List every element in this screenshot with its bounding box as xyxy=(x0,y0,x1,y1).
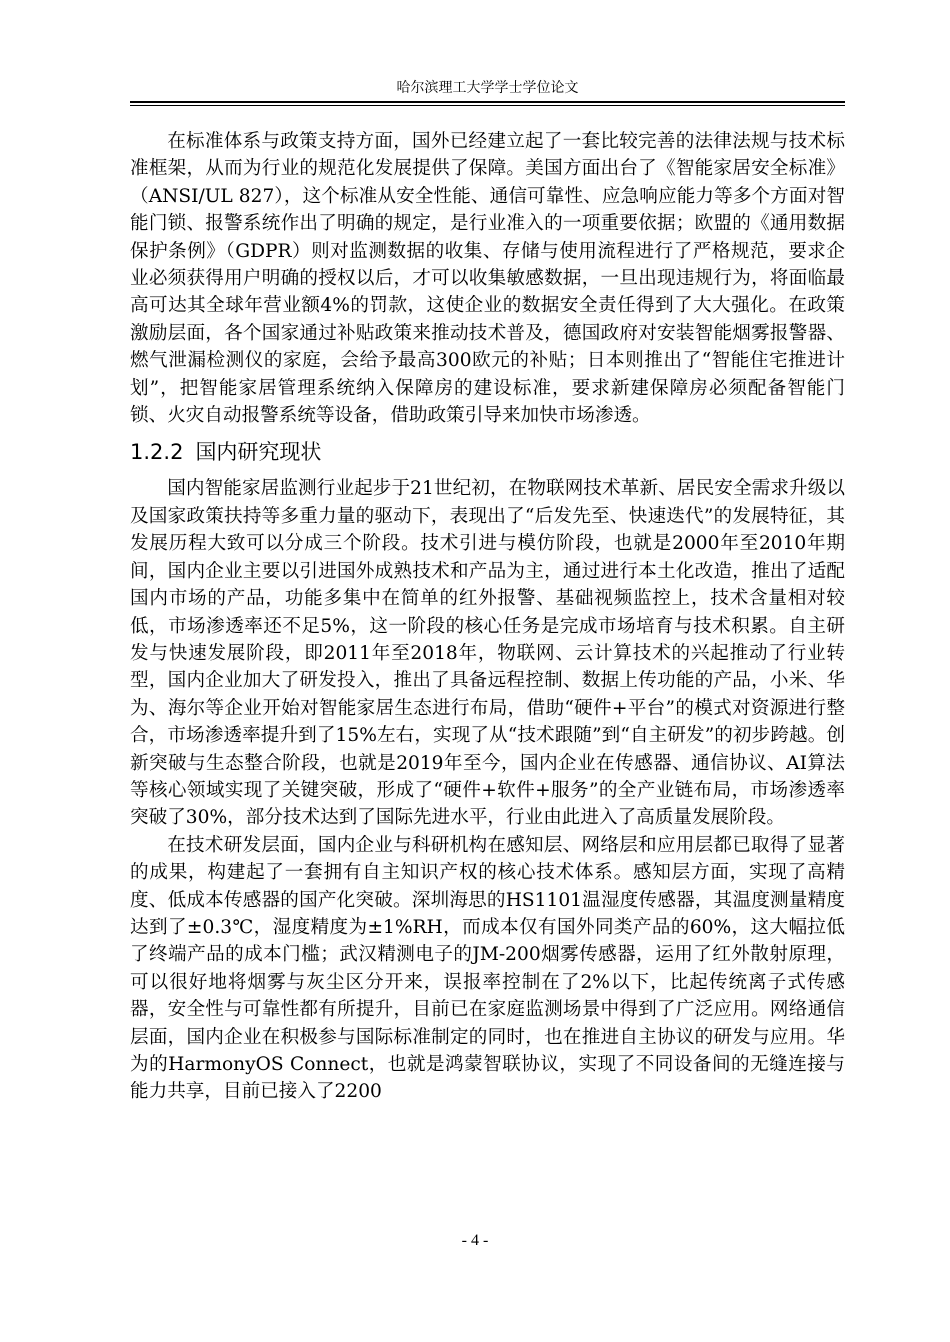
header-rule xyxy=(130,101,845,103)
page-number: - 4 - xyxy=(461,1232,489,1249)
paragraph-domestic-tech: 在技术研发层面，国内企业与科研机构在感知层、网络层和应用层都已取得了显著的成果，构建起了一套拥有自主知识产权的核心技术体系。感知层方面，实现了高精度、低成本传感器的国产化突破。深圳海思的HS1101温湿度传感器，其温度测量精度达到了±0.3℃，湿度精度为±1%RH，而成本仅有国外同类产品的60%，这大幅拉低了终端产品的成本门槛；武汉精测电子的JM-200烟雾传感器，运用了红外散射原理，可以很好地将烟雾与灰尘区分开来，误报率控制在了2%以下，比起传统离子式传感器，安全性与可靠性都有所提升，目前已在家庭监测场景中得到了广泛应用。网络通信层面，国内企业在积极参与国际标准制定的同时，也在推进自主协议的研发与应用。华为的HarmonyOS Connect，也就是鸿蒙智联协议，实现了不同设备间的无缝连接与能力共享，目前已接入了2200 xyxy=(130,834,845,1103)
document-body xyxy=(130,128,845,1106)
paragraph-standards-policy: 在标准体系与政策支持方面，国外已经建立起了一套比较完善的法律法规与技术标准框架，从而为行业的规范化发展提供了保障。美国方面出台了《智能家居安全标准》（ANSI/UL 827），这个标准从安全性能、通信可靠性、应急响应能力等多个方面对智能门锁、报警系统作出了明确的规定，是行业准入的一项重要依据；欧盟的《通用数据保护条例》（GDPR）则对监测数据的收集、存储与使用流程进行了严格规范，要求企业必须获得用户明确的授权以后，才可以收集敏感数据，一旦出现违规行为，将面临最高可达其全球年营业额4%的罚款，这使企业的数据安全责任得到了大大强化。在政策激励层面，各个国家通过补贴政策来推动技术普及，德国政府对安装智能烟雾报警器、燃气泄漏检测仪的家庭，会给予最高300欧元的补贴；日本则推出了“智能住宅推进计划”，把智能家居管理系统纳入保障房的建设标准，要求新建保障房必须配备智能门锁、火灾自动报警系统等设备，借助政策引导来加快市场渗透。 xyxy=(130,131,845,427)
running-header: 哈尔滨理工大学学士学位论文 xyxy=(396,80,579,96)
header-rule-thin xyxy=(130,105,845,106)
paragraph-domestic-history: 国内智能家居监测行业起步于21世纪初，在物联网技术革新、居民安全需求升级以及国家政策扶持等多重力量的驱动下，表现出了“后发先至、快速迭代”的发展特征，其发展历程大致可以分成三个阶段。技术引进与模仿阶段，也就是2000年至2010年期间，国内企业主要以引进国外成熟技术和产品为主，通过进行本土化改造，推出了适配国内市场的产品，功能多集中在简单的红外报警、基础视频监控上，技术含量相对较低，市场渗透率还不足5%，这一阶段的核心任务是完成市场培育与技术积累。自主研发与快速发展阶段，即2011年至2018年，物联网、云计算技术的兴起推动了行业转型，国内企业加大了研发投入，推出了具备远程控制、数据上传功能的产品，小米、华为、海尔等企业开始对智能家居生态进行布局，借助“硬件+平台”的模式对资源进行整合，市场渗透率提升到了15%左右，实现了从“技术跟随”到“自主研发”的初步跨越。创新突破与生态整合阶段，也就是2019年至今，国内企业在传感器、通信协议、AI算法等核心领域实现了关键突破，形成了“硬件+软件+服务”的全产业链布局，市场渗透率突破了30%，部分技术达到了国际先进水平，行业由此进入了高质量发展阶段。 xyxy=(130,478,845,829)
section-title: 国内研究现状 xyxy=(195,440,322,465)
section-heading xyxy=(130,435,845,469)
section-number: 1.2.2 xyxy=(130,440,184,465)
